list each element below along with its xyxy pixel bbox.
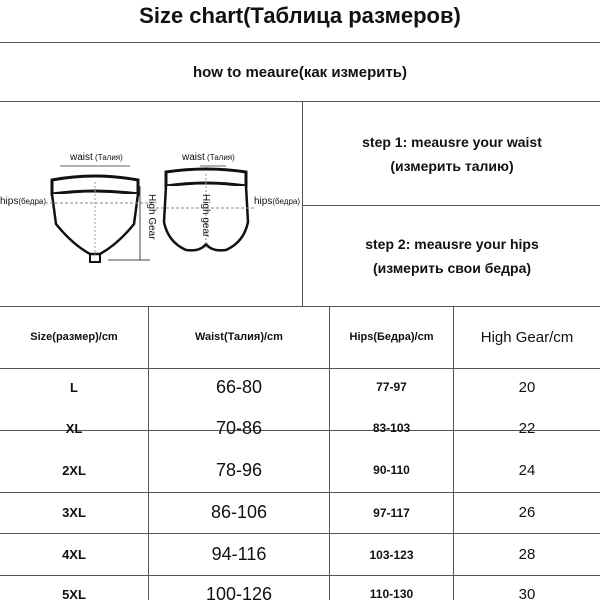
high-gear-label-front: High Gear (146, 194, 157, 240)
hips-label-back: hips(бедра) (254, 196, 301, 207)
waist-label-back: waist (Талия) (182, 152, 235, 163)
table-row-hips: 110-130 (369, 587, 414, 601)
waist-label-front: waist (Талия) (70, 152, 123, 163)
header-hips: Hips(Бедра)/cm (349, 331, 434, 343)
header-size: Size(размер)/cm (30, 331, 118, 343)
table-row-size: L (70, 379, 78, 395)
table-row-hips: 77-97 (376, 380, 407, 394)
table-row-waist: 100-126 (205, 583, 273, 604)
table-row-size: 4XL (62, 547, 86, 562)
table-row-size: 5XL (62, 586, 86, 602)
table-row-hips: 83-103 (372, 421, 411, 435)
header-high-gear: High Gear/cm (480, 328, 574, 346)
header-waist: Waist(Талия)/cm (195, 331, 283, 343)
step-2: step 2: meausre your hips (измерить свои бедра) (365, 236, 539, 276)
table-row-hips: 97-117 (373, 505, 410, 520)
table-row-waist: 86-106 (210, 502, 268, 522)
step-1: step 1: meausre your waist (измерить талию) (362, 134, 542, 174)
table-row-waist: 70-86 (215, 417, 263, 438)
table-row-waist: 78-96 (215, 459, 263, 480)
divider (0, 42, 600, 43)
table-row-high-gear: 30 (518, 585, 536, 603)
table-row-high-gear: 24 (518, 461, 536, 479)
high-gear-label-back: High gear (200, 194, 211, 238)
table-row-size: XL (65, 420, 83, 436)
table-row-size: 3XL (62, 505, 86, 520)
table-row-high-gear: 22 (518, 419, 536, 437)
table-row-hips: 90-110 (373, 463, 410, 477)
divider (302, 205, 600, 206)
table-row-high-gear: 26 (518, 504, 536, 521)
hips-label-front: hips(бедра) (0, 196, 47, 207)
table-row-waist: 94-116 (211, 544, 267, 564)
table-row-hips: 103-123 (369, 547, 414, 562)
table-row-high-gear: 28 (518, 546, 536, 563)
table-row-waist: 66-80 (215, 376, 263, 397)
table-row-high-gear: 20 (518, 378, 536, 396)
measure-heading: how to meaure(как измерить) (192, 64, 408, 81)
divider (302, 101, 303, 307)
table-row-size: 2XL (62, 462, 86, 478)
page-title: Size chart(Таблица размеров) (139, 3, 461, 28)
measurement-diagram (0, 102, 302, 306)
